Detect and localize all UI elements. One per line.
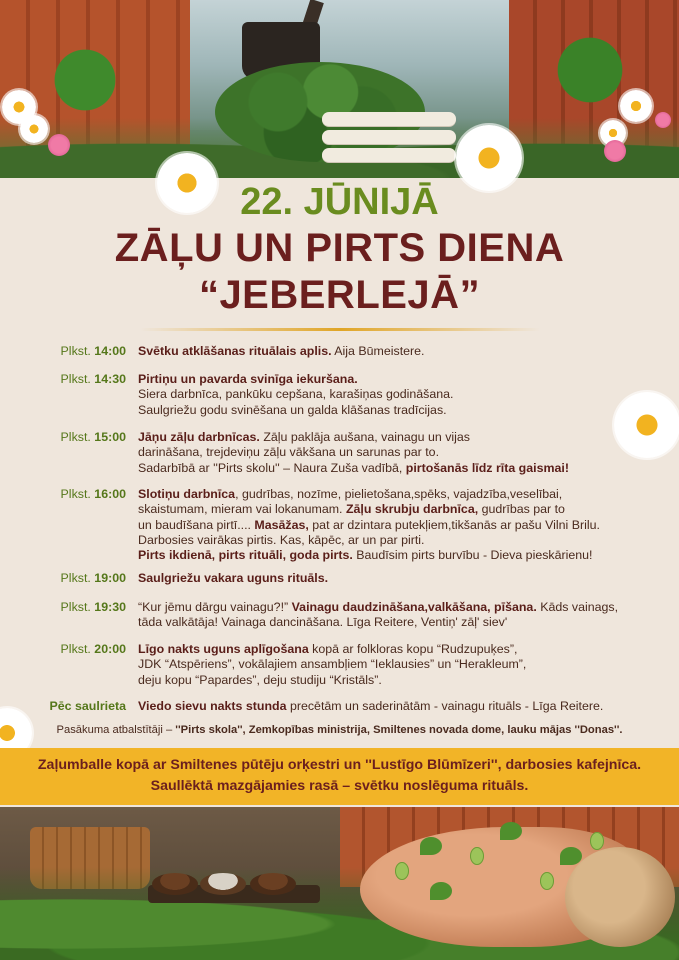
time-prefix: Plkst. (60, 571, 95, 585)
time-value: 15:00 (94, 430, 126, 444)
time-prefix: Plkst. (60, 642, 95, 656)
clover-flower-icon (604, 140, 626, 162)
highlight-text: Vainagu daudzināšana,valkāšana, pīšana. (291, 600, 537, 614)
hop-leaf-icon (500, 822, 522, 840)
body-text: JDK “Atspēriens”, vokālajiem ansambļiem “Ieklausies” un “Herakleum”, (138, 657, 527, 672)
body-text: gudrības par to (478, 502, 565, 517)
folded-towels (322, 112, 456, 166)
highlight-text: Viedo sievu nakts stunda (138, 699, 287, 713)
description-line (138, 430, 658, 445)
description-line (138, 344, 658, 359)
body-text: pat ar dzintara putekļiem,tikšanās ar pašu Vilni Brilu. (308, 517, 600, 532)
description-line (138, 657, 658, 672)
time-value: 16:00 (94, 487, 126, 501)
description-line (138, 699, 658, 714)
leaves-left (40, 40, 130, 120)
schedule-description (138, 600, 658, 631)
body-text: tāda valkātāja! Vainaga dancināšana. Līga Reitere, Ventiņ' zāļ' siev' (138, 615, 508, 630)
schedule-time (0, 600, 126, 615)
daisy-flower-icon (20, 115, 48, 143)
time-value: 14:00 (94, 344, 126, 358)
hop-cone-icon (395, 862, 409, 880)
bottom-photo-sauna-massage (0, 807, 679, 960)
description-line (138, 403, 658, 418)
sponsors-names: ''Pirts skola'', Zemkopības ministrija, Smiltenes novada dome, lauku mājas ''Donas''. (175, 724, 623, 736)
bowl-icon (152, 873, 198, 895)
body-text: “Kur jēmu dārgu vainagu?!” (138, 600, 292, 614)
top-photo-sauna-whisk (0, 0, 679, 178)
hop-cone-icon (590, 832, 604, 850)
body-text: Zāļu paklāja aušana, vainagu un vijas (259, 430, 470, 444)
description-line (138, 445, 658, 460)
description-line (138, 461, 658, 476)
time-prefix: Plkst. (60, 487, 95, 501)
body-text: Saulgriežu godu svinēšana un galda klāšanas tradīcijas. (138, 402, 447, 417)
time-value: 20:00 (94, 642, 126, 656)
hop-leaf-icon (560, 847, 582, 865)
body-text: precētām un saderinātām - vainagu rituāls - Līga Reitere. (286, 699, 604, 713)
sponsors-label: Pasākuma atbalstītāji – (56, 724, 176, 736)
body-text: Baudīsim pirts burvību - Dieva pieskārienu! (352, 548, 593, 563)
bowl-icon (250, 873, 296, 895)
description-line (138, 548, 658, 563)
person-hair (565, 847, 675, 947)
schedule-description (138, 430, 658, 476)
schedule-time (0, 642, 126, 657)
time-value: 19:00 (94, 571, 126, 585)
body-text: Kāds vainags, (536, 600, 619, 614)
schedule-time (0, 430, 126, 445)
time-prefix: Plkst. (60, 372, 95, 386)
description-line (138, 642, 658, 657)
description-line (138, 600, 658, 615)
hop-leaf-icon (430, 882, 452, 900)
highlight-text: Līgo nakts uguns aplīgošana (138, 642, 309, 656)
body-text: skaistumam, mieram vai lokanumam. (138, 502, 346, 517)
schedule-time (0, 372, 126, 387)
body-text: darināšana, trejdeviņu zāļu vākšana un sarunas par to. (138, 445, 440, 460)
hop-cone-icon (540, 872, 554, 890)
highlight-text: Zāļu skrubju darbnīca, (345, 502, 479, 517)
description-line (138, 571, 658, 586)
description-line (138, 673, 658, 688)
description-line (138, 387, 658, 402)
description-line (138, 502, 658, 517)
body-text: , gudrības, nozīme, pielietošana,spēks, vajadzība,veselībai, (235, 487, 563, 501)
highlight-text: Slotiņu darbnīca (138, 487, 236, 501)
description-line (138, 372, 658, 387)
event-title: ZĀĻU UN PIRTS DIENA (114, 226, 565, 270)
title-divider (140, 328, 540, 331)
bowl-icon (200, 873, 246, 895)
event-date: 22. JŪNIJĀ (240, 181, 439, 223)
time-value: 19:30 (94, 600, 126, 614)
time-prefix: Plkst. (60, 430, 95, 444)
highlight-text: Pirts ikdienā, pirts rituāli, goda pirts. (138, 548, 353, 563)
closing-band-line-2: Saullēktā mazgājamies rasā – svētku noslēguma rituāls. (150, 778, 529, 794)
time-value: 14:30 (94, 372, 126, 386)
body-text: Sadarbībā ar ''Pirts skolu'' – Naura Zuša vadībā, (138, 460, 406, 475)
schedule-description (138, 344, 658, 359)
body-text: Siera darbnīca, pankūku cepšana, karašiņas godināšana. (138, 387, 454, 402)
highlight-text: pirtošanās līdz rīta gaismai! (405, 460, 569, 475)
description-line (138, 518, 658, 533)
body-text: Aija Būmeistere. (331, 344, 425, 358)
time-prefix: Plkst. (60, 344, 95, 358)
highlight-text: Svētku atklāšanas rituālais aplis. (138, 344, 332, 358)
highlight-text: Jāņu zāļu darbnīcas. (138, 430, 260, 444)
description-line (138, 533, 658, 548)
band-zigzag-edge (0, 797, 679, 807)
highlight-text: Pirtiņu un pavarda svinīga iekuršana. (138, 372, 358, 386)
schedule-description (138, 699, 658, 714)
schedule-description (138, 571, 658, 586)
highlight-text: Masāžas, (254, 517, 309, 532)
schedule-time (0, 699, 126, 714)
schedule-description (138, 642, 658, 688)
event-venue: “JEBERLEJĀ” (198, 273, 481, 317)
time-prefix: Plkst. (60, 600, 95, 614)
schedule-description (138, 487, 658, 563)
schedule-time (0, 344, 126, 359)
description-line (138, 487, 658, 502)
body-text: deju kopu “Papardes”, deju studiju “Kristāls”. (138, 672, 382, 687)
daisy-flower-icon (620, 90, 652, 122)
body-text: kopā ar folkloras kopu “Rudzupuķes”, (308, 642, 518, 656)
description-line (138, 615, 658, 630)
schedule-time (0, 487, 126, 502)
hop-cone-icon (470, 847, 484, 865)
schedule-time (0, 571, 126, 586)
time-value: Pēc saulrieta (49, 699, 126, 713)
hop-leaf-icon (420, 837, 442, 855)
highlight-text: Saulgriežu vakara uguns rituāls. (138, 571, 329, 585)
sponsors-line (0, 724, 679, 736)
body-text: un baudīšana pirtī.... (138, 517, 255, 532)
schedule-description (138, 372, 658, 418)
closing-band-line-1: Zaļumballe kopā ar Smiltenes pūtēju orķestri un ''Lustīgo Blūmīzeri'', darbosies kafejnīca. (37, 757, 642, 773)
clover-flower-icon (655, 112, 671, 128)
body-text: Darbosies vairākas pirtis. Kas, kāpēc, ar un par pirti. (138, 532, 425, 547)
clover-flower-icon (48, 134, 70, 156)
